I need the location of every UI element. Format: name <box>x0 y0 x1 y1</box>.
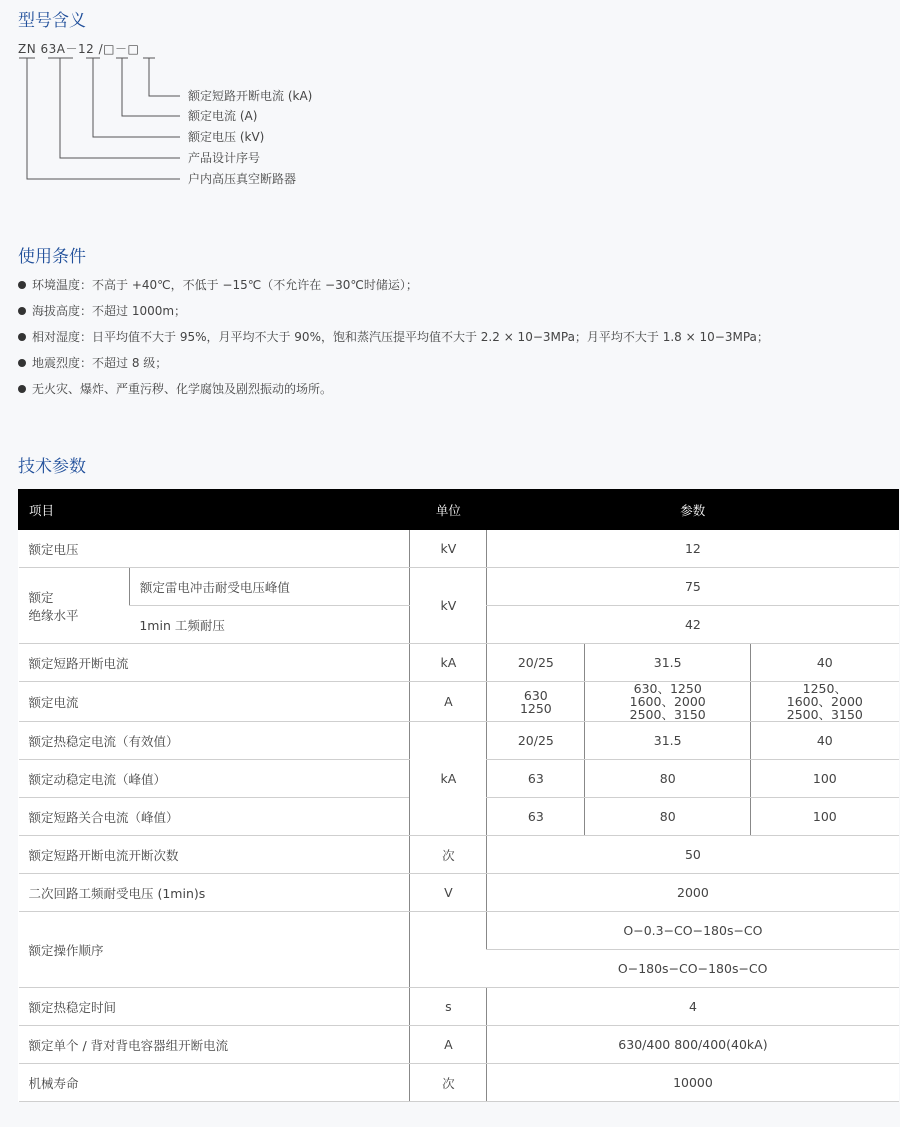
list-item: 海拔高度：不超过 1000m； <box>18 302 769 328</box>
table-row: 1min 工频耐压 42 <box>19 606 899 644</box>
table-header-row <box>19 490 899 530</box>
table-row: 额定操作顺序 O−0.3−CO−180s−CO <box>19 912 899 950</box>
header-unit: 单位 <box>410 490 487 530</box>
table-row: 额定动稳定电流（峰值） 63 80 100 <box>19 760 899 798</box>
bullet-icon <box>18 307 26 315</box>
model-label-break-current: 额定短路开断电流 (kA) <box>188 89 313 103</box>
model-diagram <box>18 40 438 200</box>
table-row: O−180s−CO−180s−CO <box>19 950 899 988</box>
params-title: 技术参数 <box>18 457 86 477</box>
list-item: 无火灾、爆炸、严重污秽、化学腐蚀及剧烈振动的场所。 <box>18 380 769 406</box>
table-row: 机械寿命 次 10000 <box>19 1064 899 1102</box>
table-row: 额定短路开断电流 kA 20/25 31.5 40 <box>19 644 899 682</box>
list-item: 地震烈度：不超过 8 级； <box>18 354 769 380</box>
model-label-design-no: 产品设计序号 <box>188 151 261 165</box>
table-row: 额定电压 kV 12 <box>19 530 899 568</box>
bullet-icon <box>18 385 26 393</box>
insulation-cell: 额定 绝缘水平 <box>19 568 130 644</box>
table-row: 额定热稳定时间 s 4 <box>19 988 899 1026</box>
bullet-icon <box>18 359 26 367</box>
table-row: 额定短路开断电流开断次数 次 50 <box>19 836 899 874</box>
model-meaning-title: 型号含义 <box>18 11 86 31</box>
table-row: 额定 绝缘水平 额定雷电冲击耐受电压峰值 kV 75 <box>19 568 899 606</box>
table-row: 额定单个 / 背对背电容器组开断电流 A 630/400 800/400(40kA) <box>19 1026 899 1064</box>
list-item: 相对湿度：日平均值不大于 95%，月平均不大于 90%，饱和蒸汽压提平均值不大于 2.2 × 10−3MPa；月平均不大于 1.8 × 10−3MPa； <box>18 328 769 354</box>
model-label-indoor-breaker: 户内高压真空断路器 <box>188 172 297 186</box>
model-code: ZN 63A－12 /□－□ <box>18 42 140 56</box>
list-item: 环境温度：不高于 +40℃，不低于 −15℃（不允许在 −30℃时储运）； <box>18 276 769 302</box>
model-label-rated-current: 额定电流 (A) <box>188 109 258 123</box>
header-params: 参数 <box>487 490 899 530</box>
table-row: 二次回路工频耐受电压 (1min)s V 2000 <box>19 874 899 912</box>
table-row: 额定短路关合电流（峰值） 63 80 100 <box>19 798 899 836</box>
table-row: 额定热稳定电流（有效值） kA 20/25 31.5 40 <box>19 722 899 760</box>
spec-table <box>18 489 899 1102</box>
conditions-list <box>18 276 769 406</box>
bullet-icon <box>18 281 26 289</box>
table-row: 额定电流 A 630 1250 630、1250 1600、2000 2500、3150 1250、 1600、2000 2500、3150 <box>19 682 899 722</box>
header-item: 项目 <box>19 490 410 530</box>
conditions-title: 使用条件 <box>18 247 86 267</box>
model-label-rated-voltage: 额定电压 (kV) <box>188 130 265 144</box>
bullet-icon <box>18 333 26 341</box>
